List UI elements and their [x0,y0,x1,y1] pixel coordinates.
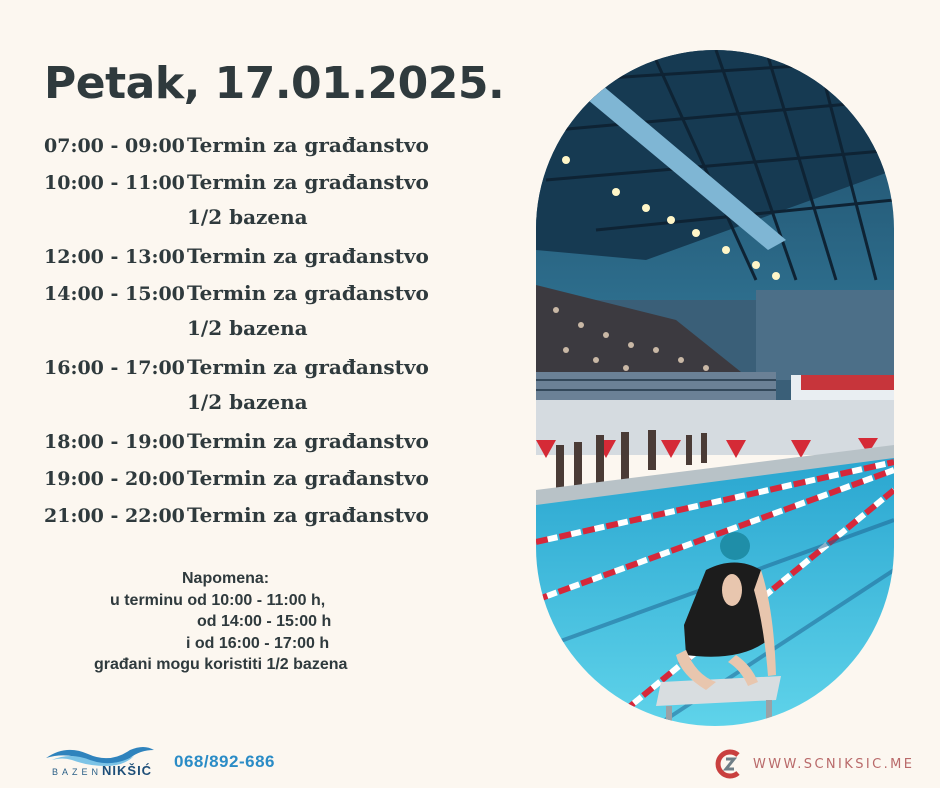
schedule-time: 21:00 - 22:00 [44,505,185,527]
schedule-time: 14:00 - 15:00 [44,283,185,305]
sc-niksic-logo-icon [712,749,742,779]
logo-big-text: NIKŠIĆ [102,763,153,778]
schedule-row [44,205,504,242]
schedule-row [44,131,504,168]
note-line: građani mogu koristiti 1/2 bazena [94,656,348,673]
schedule-desc: 1/2 bazena [187,316,308,340]
schedule-time: 07:00 - 09:00 [44,135,185,157]
schedule-desc: Termin za građanstvo [187,466,429,490]
schedule-desc: Termin za građanstvo [187,244,429,268]
schedule-desc: Termin za građanstvo [187,170,429,194]
schedule-desc: Termin za građanstvo [187,429,429,453]
page-title: Petak, 17.01.2025. [44,58,505,109]
schedule-desc: Termin za građanstvo [187,503,429,527]
schedule-row [44,168,504,205]
note-line: od 14:00 - 15:00 h [197,613,332,630]
schedule-desc: Termin za građanstvo [187,133,429,157]
website-link[interactable]: WWW.SCNIKSIC.ME [753,757,915,772]
note-block [80,568,400,676]
schedule-desc: Termin za građanstvo [187,355,429,379]
schedule-row [44,242,504,279]
note-line: u terminu od 10:00 - 11:00 h, [110,591,326,609]
schedule-row [44,427,504,464]
schedule-row [44,501,504,538]
schedule-time: 16:00 - 17:00 [44,357,185,379]
schedule-row [44,353,504,390]
phone-number: 068/892-686 [174,752,275,771]
note-line: i od 16:00 - 17:00 h [186,634,330,652]
schedule-row [44,316,504,353]
pool-illustration [536,50,894,726]
schedule-time: 19:00 - 20:00 [44,468,185,490]
schedule-time: 12:00 - 13:00 [44,246,185,268]
schedule-row [44,279,504,316]
schedule-list [44,131,504,538]
logo-text [52,763,152,778]
schedule-time: 18:00 - 19:00 [44,431,185,453]
schedule-desc: Termin za građanstvo [187,281,429,305]
schedule-desc: 1/2 bazena [187,205,308,229]
note-heading: Napomena: [182,570,270,587]
schedule-desc: 1/2 bazena [187,390,308,414]
schedule-row [44,464,504,501]
schedule-time: 10:00 - 11:00 [44,172,185,194]
schedule-row [44,390,504,427]
pool-photo [536,50,894,726]
logo-small-text: BAZEN [52,767,103,777]
